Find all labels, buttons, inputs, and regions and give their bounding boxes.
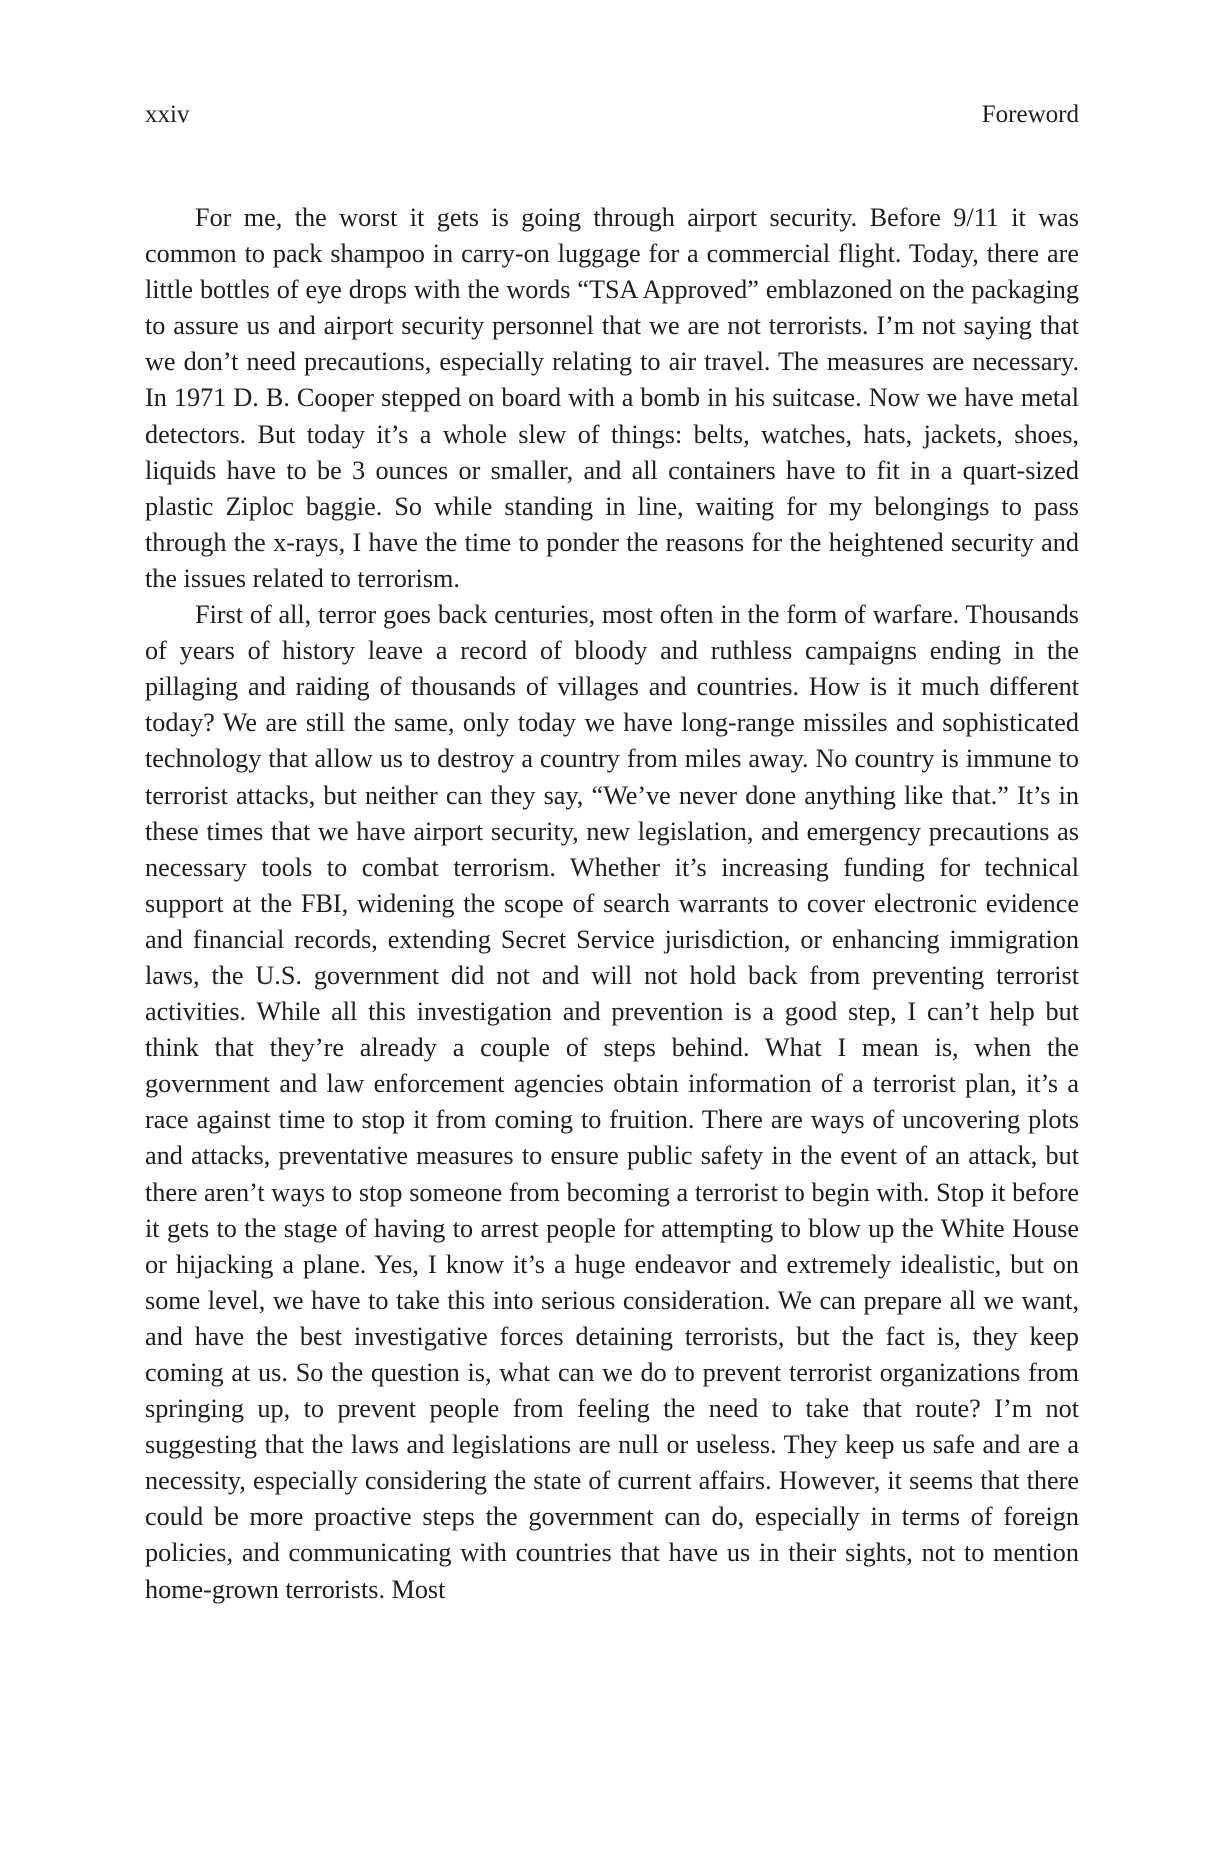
- page-number: xxiv: [145, 101, 190, 128]
- paragraph-history-of-terror: First of all, terror goes back centuries, most often in the form of warfare. Thousands of years of history leave a record of bloody and ruthless campaigns ending in the pillaging and raiding of thousands of villages and countries. How is it much different today? We are still the same, only today we have long-range missiles and sophisticated technology that allow us to destroy a country from miles away. No country is immune to terrorist attacks, but neither can they say, “We’ve never done anything like that.” It’s in these times that we have airport security, new legislation, and emergency precautions as necessary tools to combat terrorism. Whether it’s increasing funding for technical support at the FBI, widening the scope of search warrants to cover electronic evidence and financial records, extending Secret Service jurisdiction, or enhancing immigration laws, the U.S. government did not and will not hold back from preventing terrorist activities. While all this investigation and prevention is a good step, I can’t help but think that they’re already a couple of steps behind. What I mean is, when the government and law enforcement agencies obtain information of a terrorist plan, it’s a race against time to stop it from coming to fruition. There are ways of uncovering plots and attacks, preventative measures to ensure public safety in the event of an attack, but there aren’t ways to stop someone from becoming a terrorist to begin with. Stop it before it gets to the stage of having to arrest people for attempting to blow up the White House or hijacking a plane. Yes, I know it’s a huge endeavor and extremely idealistic, but on some level, we have to take this into serious consideration. We can prepare all we want, and have the best investigative forces detaining terrorists, but the fact is, they keep coming at us. So the question is, what can we do to prevent terrorist organizations from springing up, to prevent people from feeling the need to take that route? I’m not suggesting that the laws and legislations are null or useless. They keep us safe and are a necessity, especially considering the state of current affairs. However, it seems that there could be more proactive steps the government can do, especially in terms of foreign policies, and communicating with countries that have us in their sights, not to mention home-grown terrorists. Most: [145, 600, 1079, 1604]
- running-head: [145, 100, 1079, 130]
- running-head-title: Foreword: [981, 101, 1079, 128]
- book-page: [145, 100, 1079, 1608]
- paragraph-airport-security: For me, the worst it gets is going through airport security. Before 9/11 it was common to pack shampoo in carry-on luggage for a commercial flight. Today, there are little bottles of eye drops with the words “TSA Approved” emblazoned on the packaging to assure us and airport security personnel that we are not terrorists. I’m not saying that we don’t need precautions, especially relating to air travel. The measures are necessary. In 1971 D. B. Cooper stepped on board with a bomb in his suitcase. Now we have metal detectors. But today it’s a whole slew of things: belts, watches, hats, jackets, shoes, liquids have to be 3 ounces or smaller, and all containers have to fit in a quart-sized plastic Ziploc baggie. So while standing in line, waiting for my belongings to pass through the x-rays, I have the time to ponder the reasons for the heightened security and the issues related to terrorism.: [145, 203, 1079, 593]
- body-text: [145, 200, 1079, 1608]
